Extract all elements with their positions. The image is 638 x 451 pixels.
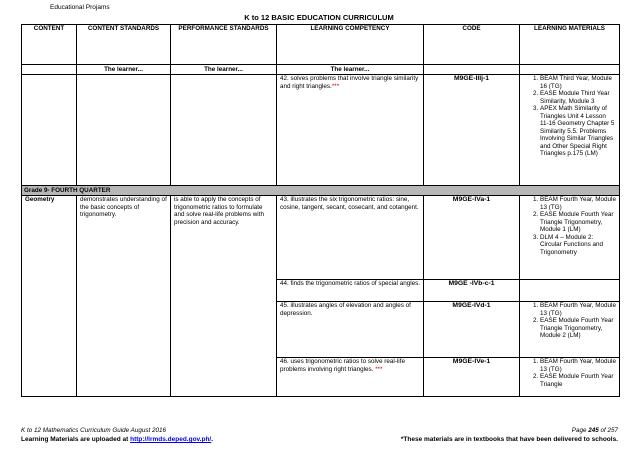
quarter-label: Grade 9- FOURTH QUARTER: [22, 186, 620, 196]
list-item: 2. EASE Module Third Year Similarity, Module 3: [540, 90, 616, 105]
competency-cell: 44. finds the trigonometric ratios of special angles.: [277, 280, 424, 302]
brand-label: Educational Projams: [50, 4, 110, 11]
lrmds-link[interactable]: http://lrmds.deped.gov.ph/: [130, 436, 212, 443]
learner-cell-performance: The learner...: [171, 65, 277, 75]
list-item: 1. BEAM Fourth Year, Module 13 (TG): [540, 196, 616, 211]
content-cell: Geometry: [22, 196, 77, 397]
star-marker: ***: [331, 82, 340, 90]
code-cell: M9GE-IIIj-1: [424, 75, 520, 186]
col-header-content: CONTENT: [22, 25, 77, 65]
code-cell: M9GE-IVa-1: [424, 196, 520, 280]
quarter-row: [22, 186, 620, 196]
footer-upload: Learning Materials are uploaded at http://lrmds.deped.gov.ph/.: [21, 436, 214, 443]
competency-cell: 45. illustrates angles of elevation and angles of depression.: [277, 302, 424, 358]
materials-cell: [520, 196, 620, 280]
learner-row: [22, 65, 620, 75]
document-title: K to 12 BASIC EDUCATION CURRICULUM: [244, 13, 394, 22]
materials-list: [523, 358, 616, 388]
standards-cell: demonstrates understanding of the basic concepts of trigonometry.: [77, 196, 171, 397]
list-item: 1. BEAM Third Year, Module 16 (TG): [540, 75, 616, 90]
learner-cell-empty: [22, 65, 77, 75]
list-item: 1. BEAM Fourth Year, Module 13 (TG): [540, 358, 616, 373]
col-header-competency: LEARNING COMPETENCY: [277, 25, 424, 65]
table-header-row: [22, 25, 620, 65]
competency-cell: 43. illustrates the six trigonometric ratios: sine, cosine, tangent, secant, cosecant, and cotangent.: [277, 196, 424, 280]
list-item: 3. APEX Math Similarity of Triangles Unit 4 Lesson 11-16 Geometry Chapter 5 Similarity 5.5. Problems Involving Similar Triangles and Other Special Right Triangles p.175 (LM): [540, 105, 616, 158]
star-marker: ***: [375, 365, 383, 373]
learner-cell-empty: [520, 65, 620, 75]
materials-cell: [520, 280, 620, 302]
materials-list: [523, 196, 616, 256]
competency-cell: 46. uses trigonometric ratios to solve real-life problems involving right triangles. ***: [277, 358, 424, 397]
list-item: 1. BEAM Fourth Year, Module 13 (TG): [540, 302, 616, 317]
code-cell: M9GE-IVd-1: [424, 302, 520, 358]
code-cell: M9GE -IVb-c-1: [424, 280, 520, 302]
table-row: [22, 196, 620, 280]
table-row: [22, 75, 620, 186]
competency-cell: 42. solves problems that involve triangle similarity and right triangles.***: [277, 75, 424, 186]
list-item: 2. EASE Module Fourth Year Triangle Trigonometry, Module 2 (LM): [540, 317, 616, 340]
col-header-performance: PERFORMANCE STANDARDS: [171, 25, 277, 65]
materials-cell: [520, 75, 620, 186]
materials-list: [523, 75, 616, 158]
col-header-standards: CONTENT STANDARDS: [77, 25, 171, 65]
performance-cell: is able to apply the concepts of trigonometric ratios to formulate and solve real-life problems with precision and accuracy.: [171, 196, 277, 397]
list-item: 2. EASE Module Fourth Year Triangle Trigonometry, Module 1 (LM): [540, 211, 616, 234]
learner-cell-competency: The learner...: [277, 65, 424, 75]
page-number: Page 245 of 257: [571, 427, 618, 434]
list-item: 3. DLM 4 – Module 2: Circular Functions and Trigonometry: [540, 234, 616, 257]
materials-cell: [520, 358, 620, 397]
list-item: 2. EASE Module Fourth Year Triangle: [540, 373, 616, 388]
footer-guide: K to 12 Mathematics Curriculum Guide August 2016: [21, 427, 167, 434]
learner-cell-empty: [424, 65, 520, 75]
col-header-code: CODE: [424, 25, 520, 65]
code-cell: M9GE-IVe-1: [424, 358, 520, 397]
curriculum-table: [21, 24, 620, 397]
col-header-materials: LEARNING MATERIALS: [520, 25, 620, 65]
footer-note: *These materials are in textbooks that have been delivered to schools.: [400, 436, 618, 443]
materials-list: [523, 302, 616, 340]
materials-cell: [520, 302, 620, 358]
learner-cell-standards: The learner...: [77, 65, 171, 75]
